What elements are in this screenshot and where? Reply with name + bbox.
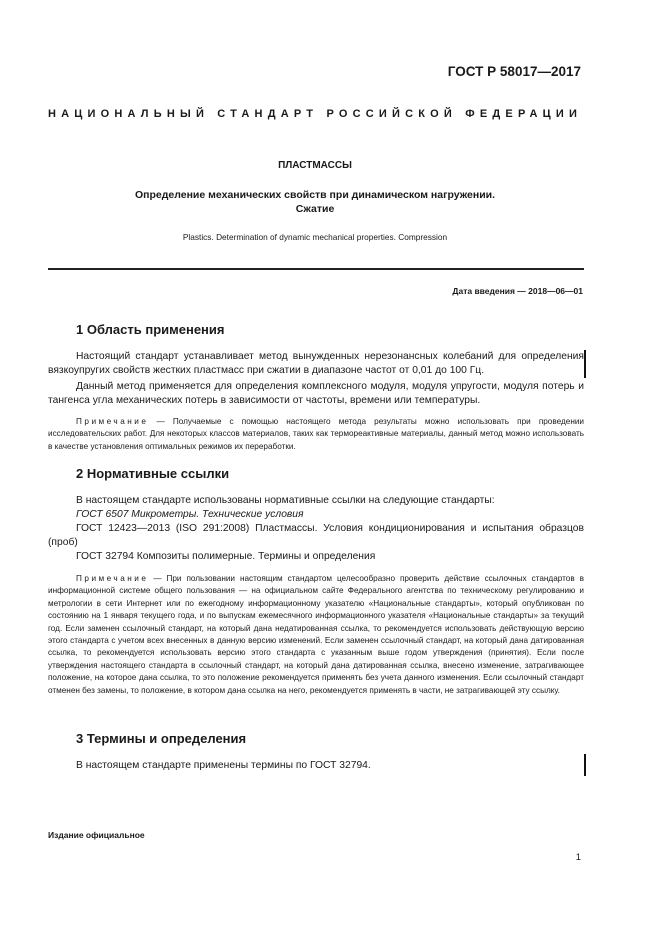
section-2-intro: В настоящем стандарте использованы нормативные ссылки на следующие стандарты: [76, 495, 495, 506]
note-text: — При пользовании настоящим стандартом целесообразно проверить действие ссылочных стандартов в информационной системе общего пользования — на официальном сайте Федерального агентства по техническому регулированию и метрологии в сети Интернет или по ежегодному информационному указателю «Национальные стандарты», который опубликован по состоянию на 1 января текущего года, и по выпускам ежемесячного информационного указателя «Национальные стандарты» за текущий год. Если заменен ссылочный стандарт, на который дана недатированная ссылка, то рекомендуется использовать действующую версию этого стандарта с учетом всех внесенных в данную версию изменений. Если заменен ссылочный стандарт, на который дана датированная ссылка, то рекомендуется использовать версию этого стандарта с указанным выше годом утверждения (принятия). Если после утверждения настоящего стандарта в ссылочный стандарт, на который дана датированная ссылка, внесено изменение, затрагивающее положение, на которое дана ссылка, то это положение рекомендуется применять без учета данного изменения. Если ссылочный стандарт отменен без замены, то положение, в котором дана ссылка на него, рекомендуется применять в части, не затрагивающей эту ссылку. [48, 574, 584, 695]
reference-gost-6507: ГОСТ 6507 Микрометры. Технические условия [76, 509, 304, 520]
note-text: — Получаемые с помощью настоящего метода результаты можно использовать при проведении исследовательских работ. Для некоторых классов материалов, таких как термореактивные материалы, данный метод можно использовать в качестве установления оптимальных режимов их переработки. [48, 417, 584, 451]
subtitle-line-2: Сжатие [295, 203, 335, 215]
reference-gost-12423: ГОСТ 12423—2013 (ISO 291:2008) Пластмассы. Условия кондиционирования и испытания образцов (проб) [48, 523, 584, 548]
document-subtitle [0, 188, 630, 216]
page-number: 1 [575, 852, 581, 863]
document-code: ГОСТ Р 58017—2017 [447, 64, 581, 79]
section-1-heading: 1 Область применения [76, 322, 225, 337]
national-standard-banner: НАЦИОНАЛЬНЫЙ СТАНДАРТ РОССИЙСКОЙ ФЕДЕРАЦИИ [48, 108, 583, 120]
header-rule [48, 268, 584, 270]
document-title: ПЛАСТМАССЫ [278, 160, 352, 171]
subtitle-line-1: Определение механических свойств при динамическом нагружении. [134, 189, 496, 201]
change-bar [584, 754, 586, 776]
section-2-note [48, 573, 584, 697]
note-label: Примечание [76, 417, 149, 426]
official-edition-label: Издание официальное [48, 830, 145, 840]
section-1-note [48, 416, 584, 453]
section-1-paragraph-2: Данный метод применяется для определения комплексного модуля, модуля упругости, модуля потерь и тангенса угла механических потерь в зависимости от частоты, времени или температуры. [48, 381, 584, 406]
change-bar [584, 350, 586, 378]
section-3-heading: 3 Термины и определения [76, 731, 247, 746]
introduction-date: Дата введения — 2018—06—01 [452, 286, 583, 296]
section-2-heading: 2 Нормативные ссылки [76, 466, 230, 481]
note-label: Примечание [76, 574, 149, 583]
section-1-paragraph-1: Настоящий стандарт устанавливает метод вынужденных нерезонансных колебаний для определения вязкоупругих свойств жестких пластмасс при сжатии в диапазоне частот от 0,01 до 100 Гц. [48, 351, 584, 376]
english-title: Plastics. Determination of dynamic mechanical properties. Compression [182, 232, 448, 242]
reference-gost-32794: ГОСТ 32794 Композиты полимерные. Термины и определения [76, 551, 376, 562]
section-3-paragraph-1: В настоящем стандарте применены термины по ГОСТ 32794. [76, 760, 371, 771]
